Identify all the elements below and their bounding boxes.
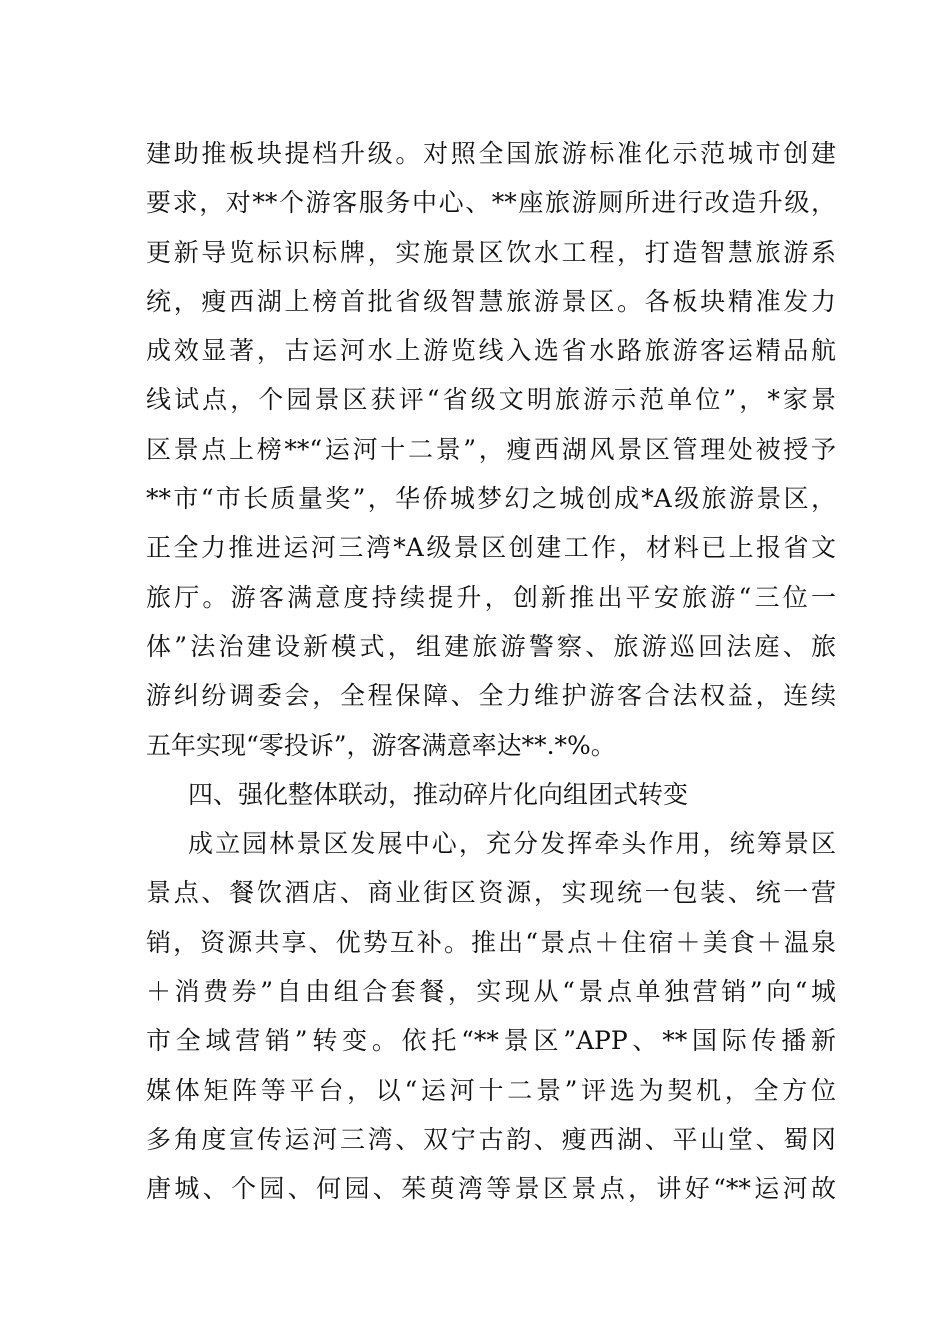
text-line: 唐城、个园、何园、茱萸湾等景区景点，讲好“**运河故 xyxy=(146,1174,836,1204)
text-line: 要求，对**个游客服务中心、**座旅游厕所进行改造升级， xyxy=(146,188,836,218)
section-heading: 四、强化整体联动，推动碎片化向组团式转变 xyxy=(188,779,689,809)
text-line: 市全域营销”转变。依托“**景区”APP、**国际传播新 xyxy=(146,1026,836,1056)
text-line: **市“市长质量奖”，华侨城梦幻之城创成*A级旅游景区， xyxy=(146,484,836,514)
text-line: 更新导览标识标牌，实施景区饮水工程，打造智慧旅游系 xyxy=(146,237,836,267)
text-line: 媒体矩阵等平台，以“运河十二景”评选为契机，全方位 xyxy=(146,1075,836,1105)
text-line: 正全力推进运河三湾*A级景区创建工作，材料已上报省文 xyxy=(146,533,836,563)
text-line: 多角度宣传运河三湾、双宁古韵、瘦西湖、平山堂、蜀冈 xyxy=(146,1124,836,1154)
text-line: 成效显著，古运河水上游览线入选省水路旅游客运精品航 xyxy=(146,336,836,366)
text-line: 旅厅。游客满意度持续提升，创新推出平安旅游“三位一 xyxy=(146,582,836,612)
body-text xyxy=(146,129,836,1214)
text-line: 成立园林景区发展中心，充分发挥牵头作用，统筹景区 xyxy=(188,829,836,859)
text-line: 景点、餐饮酒店、商业街区资源，实现统一包装、统一营 xyxy=(146,878,836,908)
text-line: 统，瘦西湖上榜首批省级智慧旅游景区。各板块精准发力 xyxy=(146,286,836,316)
text-line: 游纠纷调委会，全程保障、全力维护游客合法权益，连续 xyxy=(146,681,836,711)
text-line: 五年实现“零投诉”，游客满意率达**.*%。 xyxy=(146,730,616,760)
text-line: ＋消费券”自由组合套餐，实现从“景点单独营销”向“城 xyxy=(146,977,836,1007)
text-line: 区景点上榜**“运河十二景”，瘦西湖风景区管理处被授予 xyxy=(146,434,836,464)
text-line: 体”法治建设新模式，组建旅游警察、旅游巡回法庭、旅 xyxy=(146,631,836,661)
text-line: 销，资源共享、优势互补。推出“景点＋住宿＋美食＋温泉 xyxy=(146,927,836,957)
text-line: 线试点，个园景区获评“省级文明旅游示范单位”，*家景 xyxy=(146,385,836,415)
text-line: 建助推板块提档升级。对照全国旅游标准化示范城市创建 xyxy=(146,139,836,168)
